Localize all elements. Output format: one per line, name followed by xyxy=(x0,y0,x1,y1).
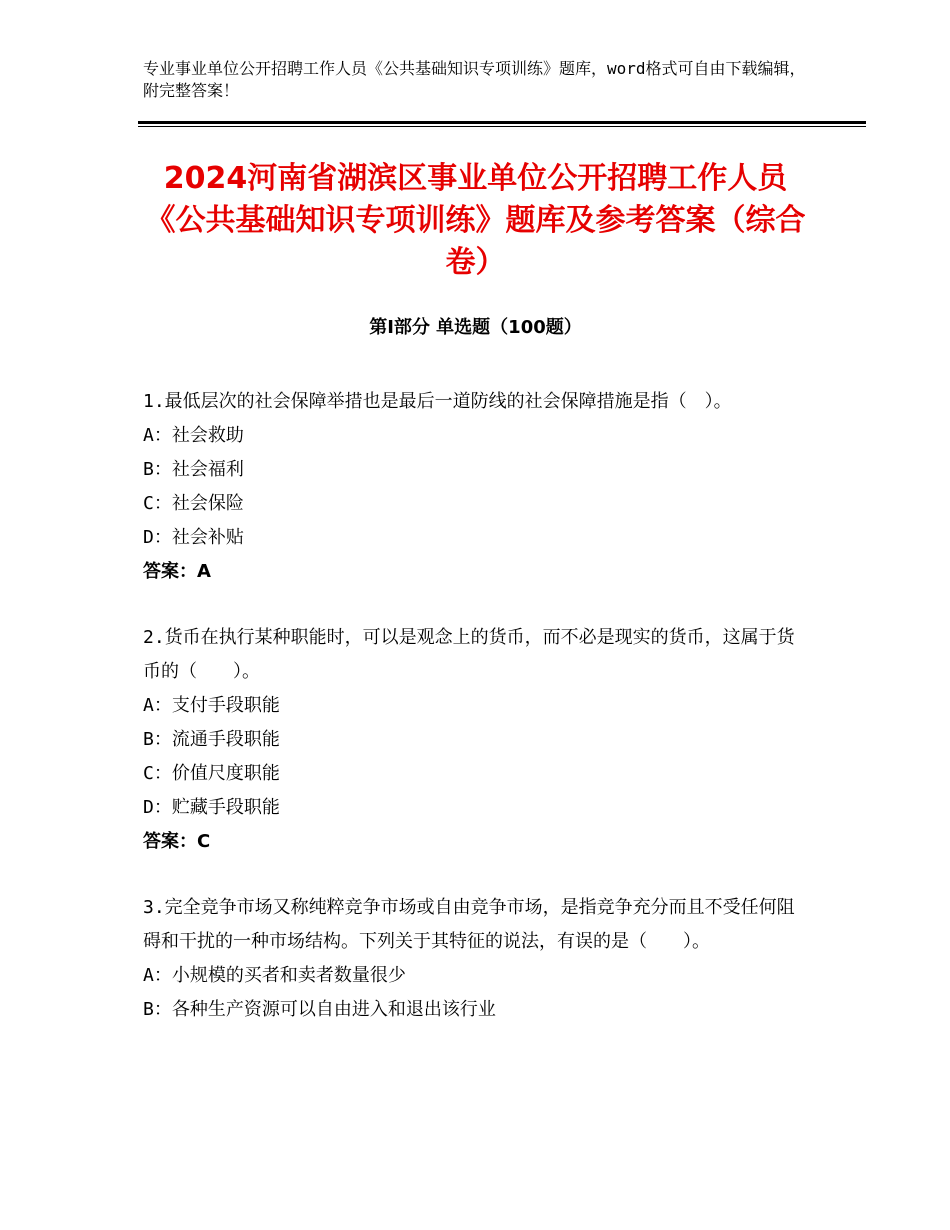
option-a: A：小规模的买者和卖者数量很少 xyxy=(143,965,406,986)
header-rule-thick xyxy=(138,121,866,124)
option-c: C：价值尺度职能 xyxy=(143,763,280,784)
option-b: B：各种生产资源可以自由进入和退出该行业 xyxy=(143,999,496,1020)
answer: 答案：C xyxy=(143,831,211,852)
question-1 xyxy=(143,385,811,589)
option-d: D：贮藏手段职能 xyxy=(143,797,280,818)
option-d: D：社会补贴 xyxy=(143,527,244,548)
header-note: 专业事业单位公开招聘工作人员《公共基础知识专项训练》题库，word格式可自由下载编辑，附完整答案！ xyxy=(143,59,806,100)
option-b: B：社会福利 xyxy=(143,459,244,480)
answer: 答案：A xyxy=(143,561,211,582)
question-stem: 1.最低层次的社会保障举措也是最后一道防线的社会保障措施是指（ ）。 xyxy=(143,391,732,412)
option-c: C：社会保险 xyxy=(143,493,244,514)
header-rule-thin xyxy=(138,126,866,127)
document-title: 2024河南省湖滨区事业单位公开招聘工作人员《公共基础知识专项训练》题库及参考答案（综合卷） xyxy=(145,161,806,280)
question-3 xyxy=(143,891,811,1027)
question-stem: 2.货币在执行某种职能时，可以是观念上的货币，而不必是现实的货币，这属于货币的（ ）。 xyxy=(143,627,795,682)
question-list xyxy=(143,385,811,1059)
question-stem: 3.完全竞争市场又称纯粹竞争市场或自由竞争市场，是指竞争充分而且不受任何阻碍和干扰的一种市场结构。下列关于其特征的说法，有误的是（ ）。 xyxy=(143,897,795,952)
option-a: A：支付手段职能 xyxy=(143,695,280,716)
option-b: B：流通手段职能 xyxy=(143,729,280,750)
question-2 xyxy=(143,621,811,859)
option-a: A：社会救助 xyxy=(143,425,244,446)
section-heading: 第Ⅰ部分 单选题（100题） xyxy=(369,317,582,338)
